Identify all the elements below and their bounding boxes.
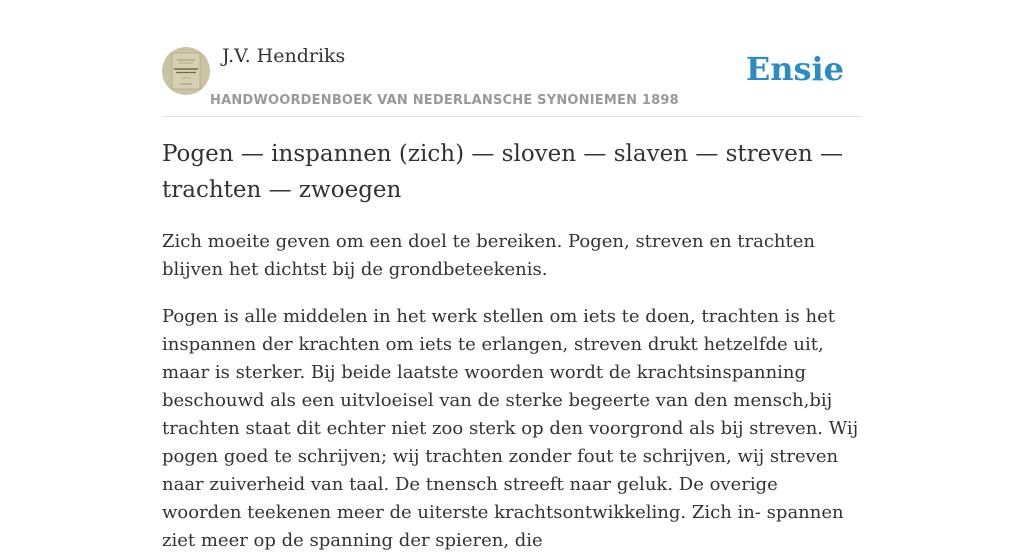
page-title: Pogen — inspannen (zich) — sloven — slaven — streven — trachten — zwoegen — [162, 141, 844, 203]
header — [162, 0, 862, 117]
source-title[interactable]: HANDWOORDENBOEK VAN NEDERLANSCHE SYNONIEMEN 1898 — [210, 93, 679, 108]
avatar[interactable] — [162, 47, 210, 95]
author-name[interactable]: J.V. Hendriks — [222, 45, 346, 67]
page — [162, 0, 862, 551]
brand-logo[interactable]: Ensie — [745, 50, 844, 88]
paragraph: Zich moeite geven om een doel te bereiken. Pogen, streven en trachten blijven het dichtst bij de grondbeteekenis. — [162, 231, 816, 280]
book-cover-icon — [162, 47, 210, 95]
paragraph: Pogen is alle middelen in het werk stellen om iets te doen, trachten is het inspannen der krachten om iets te erlangen, streven drukt hetzelfde uit, maar is sterker. Bij beide laatste woorden wordt de krachtsinspanning beschouwd als een uitvloeisel van de sterke begeerte van den mensch,bij trachten staat dit echter niet zoo sterk op den voorgrond als bij streven. Wij pogen goed te schrijven; wij trachten zonder fout te schrijven, wij streven naar zuiverheid van taal. De tnensch streeft naar geluk. De overige woorden teekenen meer de uiterste krachtsontwikkeling. Zich in- spannen ziet meer op de spanning der spieren, die — [162, 306, 859, 551]
